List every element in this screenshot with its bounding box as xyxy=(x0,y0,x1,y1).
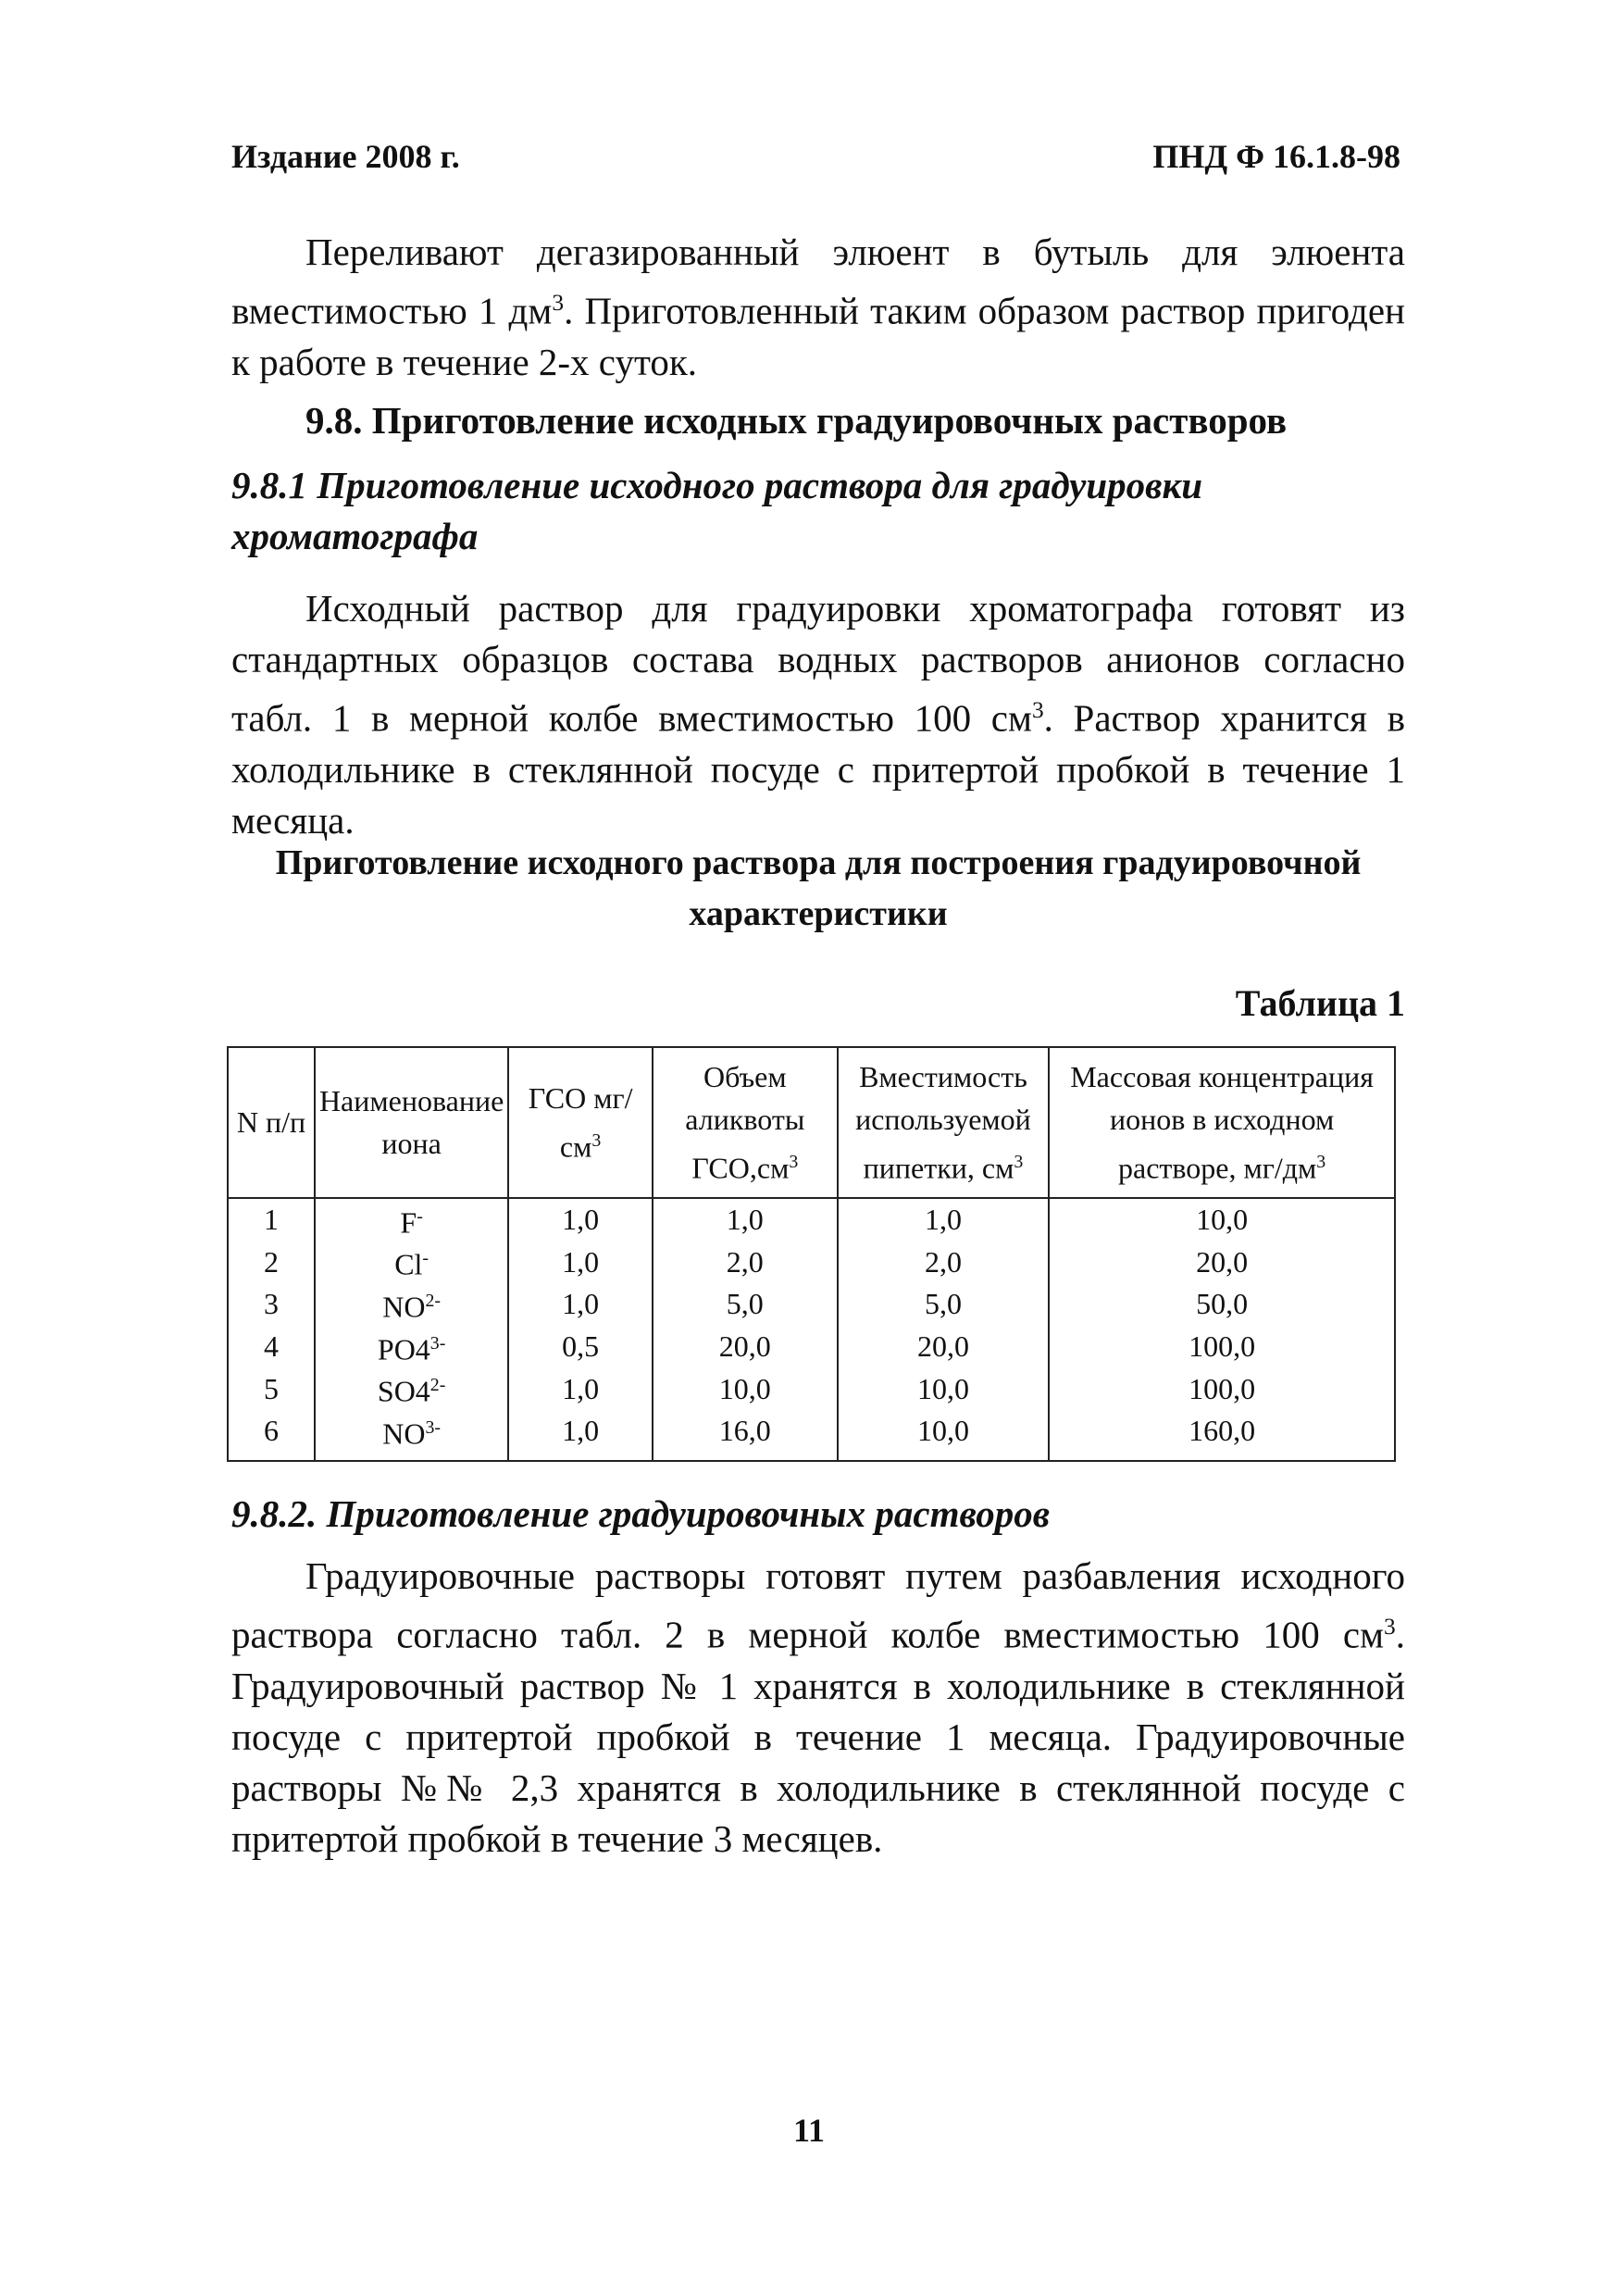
ion-charge: 2- xyxy=(429,1375,446,1396)
table-header-row xyxy=(228,1047,1395,1198)
cell-gso: 1,0 xyxy=(508,1367,653,1410)
cell-concentration: 160,0 xyxy=(1049,1410,1395,1461)
superscript: 3 xyxy=(552,290,565,316)
cell-gso: 1,0 xyxy=(508,1410,653,1461)
paragraph-calibration-solutions xyxy=(231,1551,1405,1865)
table-row xyxy=(228,1326,1395,1368)
cell-ion xyxy=(315,1241,508,1283)
cell-aliquot: 5,0 xyxy=(653,1283,838,1326)
header-gso xyxy=(508,1047,653,1198)
paragraph-text: . Градуировочный раствор № 1 хранятся в холодильнике в стеклянной посуде с притертой пробкой в течение 1 месяца. Градуировочные растворы №№ 2,3 хранятся в холодильнике в стеклянной посуде с притертой пробкой в течение 3 месяцев. xyxy=(231,1613,1405,1860)
cell-gso: 0,5 xyxy=(508,1326,653,1368)
cell-concentration: 100,0 xyxy=(1049,1326,1395,1368)
paragraph-eluent xyxy=(231,227,1405,388)
section-heading-9-8: 9.8. Приготовление исходных градуировочных растворов xyxy=(305,399,1288,442)
cell-aliquot: 1,0 xyxy=(653,1198,838,1242)
ion-charge: - xyxy=(422,1248,429,1269)
edition-label: Издание 2008 г. xyxy=(231,138,460,175)
cell-ion xyxy=(315,1326,508,1368)
cell-ion xyxy=(315,1283,508,1326)
table-number: Таблица 1 xyxy=(1235,982,1405,1024)
ion-charge: 3- xyxy=(425,1416,441,1438)
cell-num: 5 xyxy=(228,1367,315,1410)
paragraph-stock-solution xyxy=(231,583,1405,846)
ion-charge: 2- xyxy=(425,1290,441,1311)
cell-pipette: 10,0 xyxy=(838,1367,1049,1410)
cell-aliquot: 2,0 xyxy=(653,1241,838,1283)
cell-num: 3 xyxy=(228,1283,315,1326)
header-concentration xyxy=(1049,1047,1395,1198)
ion-formula: NO xyxy=(382,1416,426,1451)
cell-gso: 1,0 xyxy=(508,1241,653,1283)
document-code: ПНД Ф 16.1.8-98 xyxy=(1152,138,1400,175)
cell-num: 1 xyxy=(228,1198,315,1242)
cell-pipette: 20,0 xyxy=(838,1326,1049,1368)
cell-gso: 1,0 xyxy=(508,1283,653,1326)
cell-aliquot: 10,0 xyxy=(653,1367,838,1410)
superscript: 3 xyxy=(1384,1614,1396,1640)
paragraph-text: Переливают дегазированный элюент в бутыль для элюента вместимостью 1 дм xyxy=(231,231,1405,332)
cell-pipette: 5,0 xyxy=(838,1283,1049,1326)
cell-concentration: 100,0 xyxy=(1049,1367,1395,1410)
header-pipette-volume xyxy=(838,1047,1049,1198)
table-row xyxy=(228,1283,1395,1326)
cell-num: 6 xyxy=(228,1410,315,1461)
paragraph-text: . Раствор хранится в холодильнике в стеклянной посуде с притертой пробкой в течение 1 месяца. xyxy=(231,696,1405,842)
superscript: 3 xyxy=(1316,1152,1326,1172)
cell-num: 2 xyxy=(228,1241,315,1283)
page-number: 11 xyxy=(792,2112,825,2149)
ion-formula: NO xyxy=(382,1290,426,1324)
calibration-table xyxy=(227,1046,1396,1462)
table-row xyxy=(228,1241,1395,1283)
table-title: Приготовление исходного раствора для построения градуировочной характеристики xyxy=(275,843,1362,933)
superscript: 3 xyxy=(1014,1152,1024,1172)
superscript: 3 xyxy=(789,1152,799,1172)
table-row xyxy=(228,1410,1395,1461)
header-text: Массовая концентрация ионов в исходном растворе, мг/дм xyxy=(1070,1060,1374,1185)
header-text: ГСО мг/см xyxy=(528,1081,633,1164)
header-text: Объем аликвоты ГСО,см xyxy=(685,1060,805,1185)
cell-ion xyxy=(315,1198,508,1242)
paragraph-text: . Приготовленный таким образом раствор пригоден к работе в течение 2-х суток. xyxy=(231,289,1405,383)
cell-pipette: 2,0 xyxy=(838,1241,1049,1283)
cell-concentration: 10,0 xyxy=(1049,1198,1395,1242)
paragraph-text: Исходный раствор для градуировки хроматографа готовят из стандартных образцов состава водных растворов анионов согласно табл. 1 в мерной колбе вместимостью 100 см xyxy=(231,587,1405,740)
table-row xyxy=(228,1198,1395,1242)
cell-pipette: 10,0 xyxy=(838,1410,1049,1461)
cell-concentration: 20,0 xyxy=(1049,1241,1395,1283)
superscript: 3 xyxy=(1031,697,1044,723)
header-num: N п/п xyxy=(228,1047,315,1198)
cell-pipette: 1,0 xyxy=(838,1198,1049,1242)
paragraph-text: Градуировочные растворы готовят путем разбавления исходного раствора согласно табл. 2 в мерной колбе вместимостью 100 см xyxy=(231,1554,1405,1656)
ion-formula: PO4 xyxy=(377,1332,430,1366)
superscript: 3 xyxy=(591,1130,602,1151)
table-row xyxy=(228,1367,1395,1410)
header-ion-name: Наименование иона xyxy=(315,1047,508,1198)
cell-gso: 1,0 xyxy=(508,1198,653,1242)
cell-aliquot: 20,0 xyxy=(653,1326,838,1368)
ion-formula: F xyxy=(400,1205,417,1240)
header-aliquot-volume xyxy=(653,1047,838,1198)
cell-aliquot: 16,0 xyxy=(653,1410,838,1461)
ion-formula: SO4 xyxy=(377,1374,430,1408)
cell-ion xyxy=(315,1410,508,1461)
subsection-heading-9-8-2: 9.8.2. Приготовление градуировочных растворов xyxy=(231,1492,1051,1535)
cell-ion xyxy=(315,1367,508,1410)
ion-charge: 3- xyxy=(429,1332,446,1354)
header-text: Вместимость используемой пипетки, см xyxy=(855,1060,1031,1185)
subsection-heading-9-8-1: 9.8.1 Приготовление исходного раствора для градуировки хроматографа xyxy=(231,464,1203,557)
ion-formula: Cl xyxy=(394,1247,423,1281)
cell-num: 4 xyxy=(228,1326,315,1368)
ion-charge: - xyxy=(417,1205,423,1227)
cell-concentration: 50,0 xyxy=(1049,1283,1395,1326)
